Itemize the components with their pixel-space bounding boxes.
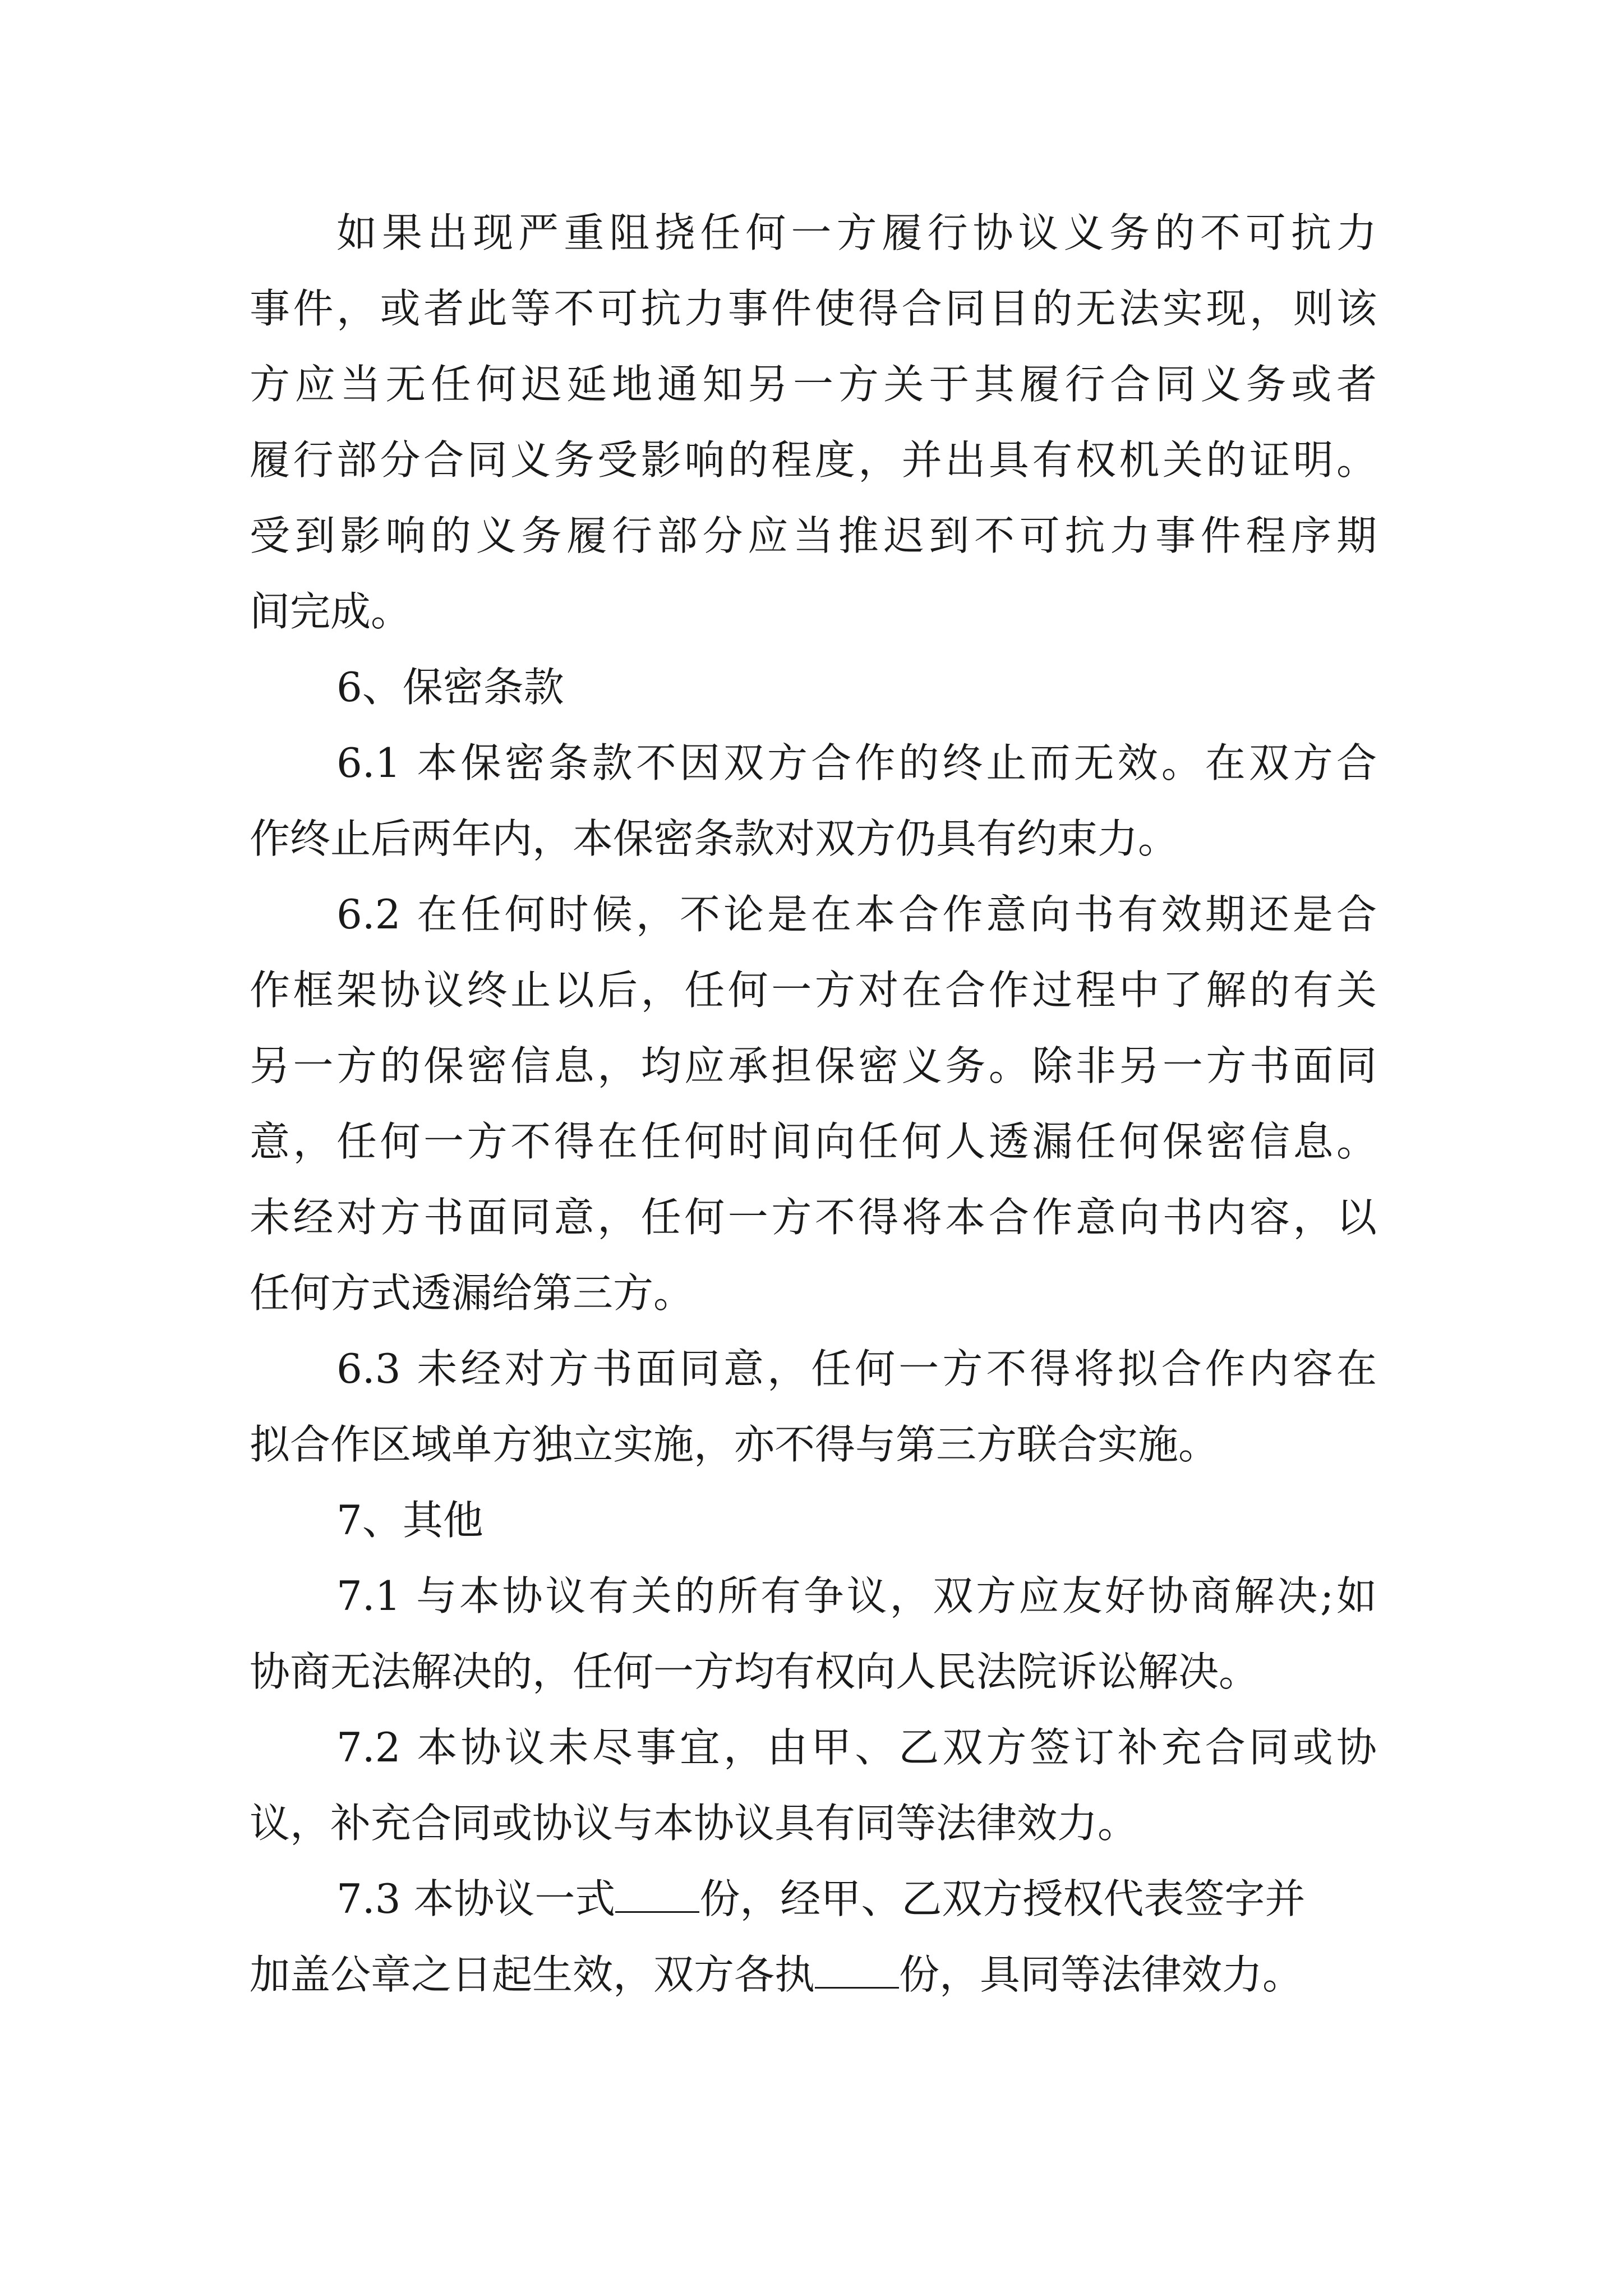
paragraph-line: 拟合作区域单方独立实施，亦不得与第三方联合实施。 [250,1421,1219,1468]
paragraph-line: 履行部分合同义务受影响的程度，并出具有权机关的证明。 [250,436,1377,484]
paragraph-line: 意，任何一方不得在任何时间向任何人透漏任何保密信息。 [250,1118,1377,1165]
paragraph-line-7-3b [250,1947,1377,2003]
paragraph-line: 6.1 本保密条款不因双方合作的终止而无效。在双方合 [336,739,1377,786]
paragraph-line: 事件，或者此等不可抗力事件使得合同目的无法实现，则该 [250,285,1377,332]
blank-underline [615,1876,699,1913]
paragraph-line: 6.2 在任何时候，不论是在本合作意向书有效期还是合 [336,891,1377,938]
paragraph-line: 间完成。 [250,588,412,635]
paragraph-line: 方应当无任何迟延地通知另一方关于其履行合同义务或者 [250,361,1377,408]
text-before-blank: 7.3 本协议一式 [336,1875,616,1922]
paragraph-line: 协商无法解决的，任何一方均有权向人民法院诉讼解决。 [250,1648,1260,1695]
paragraph-line: 7.2 本协议未尽事宜，由甲、乙双方签订补充合同或协 [336,1724,1377,1771]
paragraph-line: 未经对方书面同意，任何一方不得将本合作意向书内容，以 [250,1194,1377,1241]
paragraph-line: 另一方的保密信息，均应承担保密义务。除非另一方书面同 [250,1042,1377,1089]
paragraph-line: 议，补充合同或协议与本协议具有同等法律效力。 [250,1800,1138,1847]
paragraph-line: 7.1 与本协议有关的所有争议，双方应友好协商解决;如 [336,1572,1377,1619]
text-after-blank: 份，经甲、乙双方授权代表签字并 [699,1875,1306,1922]
paragraph-line: 6.3 未经对方书面同意，任何一方不得将拟合作内容在 [336,1345,1377,1392]
paragraph-line: 任何方式透漏给第三方。 [250,1269,694,1317]
paragraph-line: 如果出现严重阻挠任何一方履行协议义务的不可抗力 [336,209,1377,256]
section-heading: 6、保密条款 [336,664,564,711]
paragraph-line: 受到影响的义务履行部分应当推迟到不可抗力事件程序期 [250,512,1377,559]
paragraph-line: 作终止后两年内，本保密条款对双方仍具有约束力。 [250,815,1179,862]
text-after-blank: 份，具同等法律效力。 [899,1951,1303,1998]
section-heading: 7、其他 [336,1497,483,1544]
text-before-blank: 加盖公章之日起生效，双方各执 [250,1951,815,1998]
paragraph-line-7-3a [336,1871,1377,1927]
paragraph-line: 作框架协议终止以后，任何一方对在合作过程中了解的有关 [250,967,1377,1014]
blank-underline [815,1952,899,1989]
